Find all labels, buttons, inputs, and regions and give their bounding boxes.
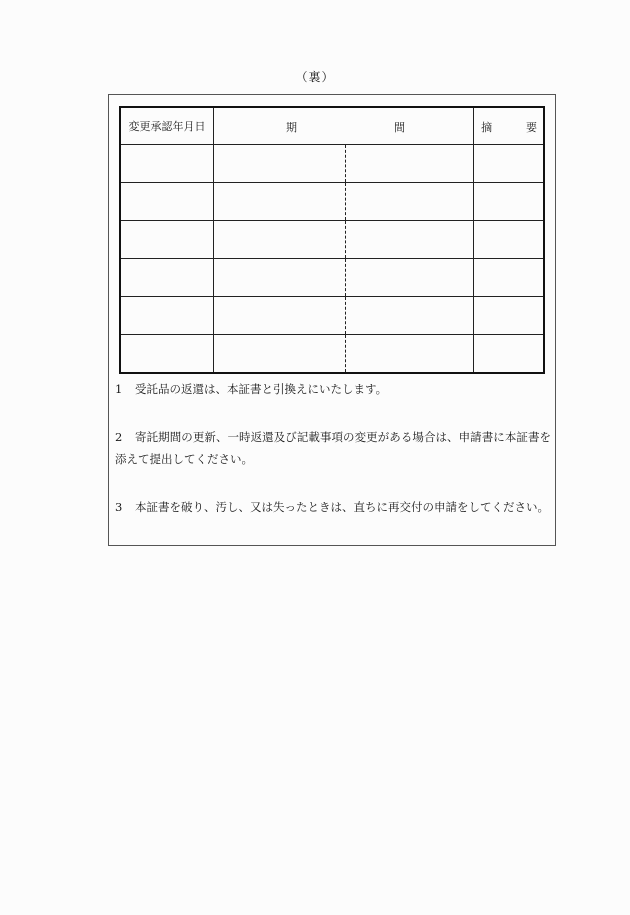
cell-period-to[interactable]	[345, 145, 474, 183]
cell-remarks[interactable]	[474, 221, 544, 259]
note-text: 本証書を破り、汚し、又は失ったときは、直ちに再交付の申請をしてください。	[135, 500, 549, 514]
header-remarks	[474, 107, 544, 145]
note-number: 1	[115, 382, 123, 396]
cell-period-from[interactable]	[213, 221, 345, 259]
page-title: （裏）	[295, 70, 335, 84]
header-remarks-char-2: 要	[526, 121, 537, 134]
cell-approval-date[interactable]	[120, 183, 213, 221]
table-row	[120, 259, 544, 297]
table-row	[120, 183, 544, 221]
note-number: 2	[115, 430, 123, 444]
cell-period-to[interactable]	[345, 335, 474, 374]
cell-period-to[interactable]	[345, 259, 474, 297]
cell-approval-date[interactable]	[120, 221, 213, 259]
cell-approval-date[interactable]	[120, 259, 213, 297]
cell-period-from[interactable]	[213, 335, 345, 374]
header-remarks-char-1: 摘	[481, 121, 493, 134]
cell-remarks[interactable]	[474, 145, 544, 183]
header-period	[213, 107, 473, 145]
header-approval-date: 変更承認年月日	[120, 107, 213, 145]
note-text: 寄託期間の更新、一時返還及び記載事項の変更がある場合は、申請書に本証書を添えて提出してください。	[115, 430, 551, 466]
cell-period-to[interactable]	[345, 221, 474, 259]
header-period-char-1: 期	[285, 121, 297, 134]
cell-remarks[interactable]	[474, 183, 544, 221]
note-renewal-and-changes	[115, 426, 551, 470]
table-row	[120, 335, 544, 374]
note-number: 3	[115, 500, 123, 514]
header-period-char-2: 間	[393, 121, 405, 134]
cell-remarks[interactable]	[474, 335, 544, 374]
table-row	[120, 145, 544, 183]
cell-approval-date[interactable]	[120, 297, 213, 335]
cell-period-from[interactable]	[213, 297, 345, 335]
cell-period-to[interactable]	[345, 183, 474, 221]
cell-period-from[interactable]	[213, 145, 345, 183]
cell-period-to[interactable]	[345, 297, 474, 335]
cell-period-from[interactable]	[213, 183, 345, 221]
note-loss-and-reissue	[115, 496, 551, 518]
note-text: 受託品の返還は、本証書と引換えにいたします。	[135, 382, 388, 396]
table-row	[120, 221, 544, 259]
cell-remarks[interactable]	[474, 297, 544, 335]
cell-remarks[interactable]	[474, 259, 544, 297]
table-header-row	[120, 107, 544, 145]
change-approval-table	[119, 106, 545, 374]
note-return-of-goods	[115, 378, 551, 400]
cell-approval-date[interactable]	[120, 335, 213, 374]
table-row	[120, 297, 544, 335]
cell-approval-date[interactable]	[120, 145, 213, 183]
cell-period-from[interactable]	[213, 259, 345, 297]
